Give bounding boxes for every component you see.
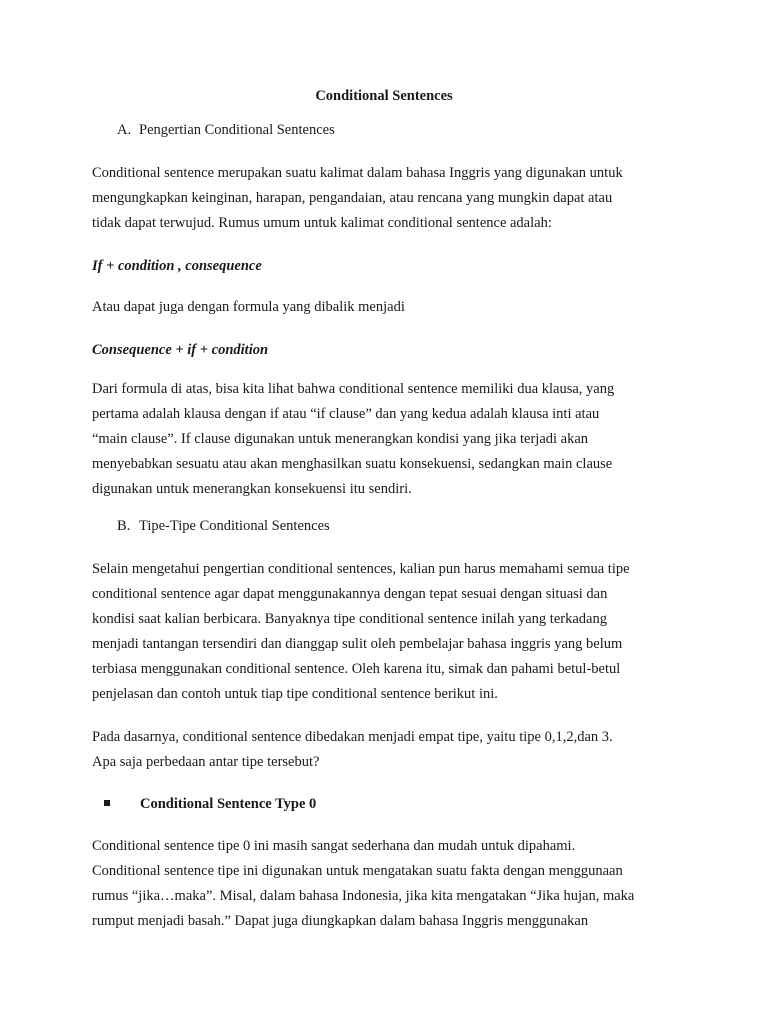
text-line: tidak dapat terwujud. Rumus umum untuk kalimat conditional sentence adalah:: [92, 215, 552, 231]
section-label-b: Tipe-Tipe Conditional Sentences: [139, 518, 330, 534]
document-title: Conditional Sentences: [315, 88, 453, 104]
text-line: rumput menjadi basah.” Dapat juga diungkapkan dalam bahasa Inggris menggunakan: [92, 913, 589, 929]
text-line: rumus “jika…maka”. Misal, dalam bahasa Indonesia, jika kita mengatakan “Jika hujan, maka: [92, 888, 635, 904]
text-line: terbiasa menggunakan conditional sentence. Oleh karena itu, simak dan pahami betul-betul: [92, 661, 621, 677]
text-line: digunakan untuk menerangkan konsekuensi itu sendiri.: [92, 481, 412, 497]
section-marker-b: B.: [117, 518, 131, 534]
text-line: Apa saja perbedaan antar tipe tersebut?: [92, 754, 320, 770]
text-line: menjadi tantangan tersendiri dan dianggap sulit oleh pembelajar bahasa inggris yang belum: [92, 636, 623, 652]
paragraph-clauses: [92, 377, 692, 502]
text-line: Conditional sentence tipe ini digunakan untuk mengatakan suatu fakta dengan menggunaan: [92, 863, 623, 879]
section-heading-b: [117, 518, 330, 535]
text-line: kondisi saat kalian berbicara. Banyaknya tipe conditional sentence inilah yang terkadang: [92, 611, 607, 627]
text-line: Pada dasarnya, conditional sentence dibedakan menjadi empat tipe, yaitu tipe 0,1,2,dan 3.: [92, 729, 613, 745]
bullet-heading-type-0: [104, 796, 316, 813]
text-line: “main clause”. If clause digunakan untuk menerangkan kondisi yang jika terjadi akan: [92, 431, 589, 447]
paragraph-type-0: [92, 834, 692, 934]
paragraph-reversed-formula: [92, 295, 692, 320]
text-line: mengungkapkan keinginan, harapan, pengandaian, atau rencana yang mungkin dapat atau: [92, 190, 613, 206]
text-line: Atau dapat juga dengan formula yang dibalik menjadi: [92, 299, 405, 315]
text-line: Selain mengetahui pengertian conditional sentences, kalian pun harus memahami semua tipe: [92, 561, 630, 577]
text-line: menyebabkan sesuatu atau akan menghasilkan suatu konsekuensi, sedangkan main clause: [92, 456, 613, 472]
text-line: pertama adalah klausa dengan if atau “if clause” dan yang kedua adalah klausa inti atau: [92, 406, 600, 422]
paragraph-definition: [92, 161, 692, 236]
formula-if-condition: If + condition , consequence: [92, 258, 262, 274]
section-label-a: Pengertian Conditional Sentences: [139, 122, 335, 138]
formula-consequence-if: Consequence + if + condition: [92, 342, 269, 358]
square-bullet-icon: [104, 800, 110, 806]
text-line: conditional sentence agar dapat menggunakannya dengan tepat sesuai dengan situasi dan: [92, 586, 608, 602]
section-marker-a: A.: [117, 122, 132, 138]
paragraph-types-intro: [92, 557, 692, 707]
text-line: Dari formula di atas, bisa kita lihat bahwa conditional sentence memiliki dua klausa, yang: [92, 381, 615, 397]
text-line: Conditional sentence tipe 0 ini masih sangat sederhana dan mudah untuk dipahami.: [92, 838, 576, 854]
section-heading-a: [117, 122, 335, 139]
text-line: penjelasan dan contoh untuk tiap tipe conditional sentence berikut ini.: [92, 686, 498, 702]
paragraph-four-types: [92, 725, 692, 775]
text-line: Conditional sentence merupakan suatu kalimat dalam bahasa Inggris yang digunakan untuk: [92, 165, 623, 181]
bullet-heading-label: Conditional Sentence Type 0: [140, 796, 317, 812]
